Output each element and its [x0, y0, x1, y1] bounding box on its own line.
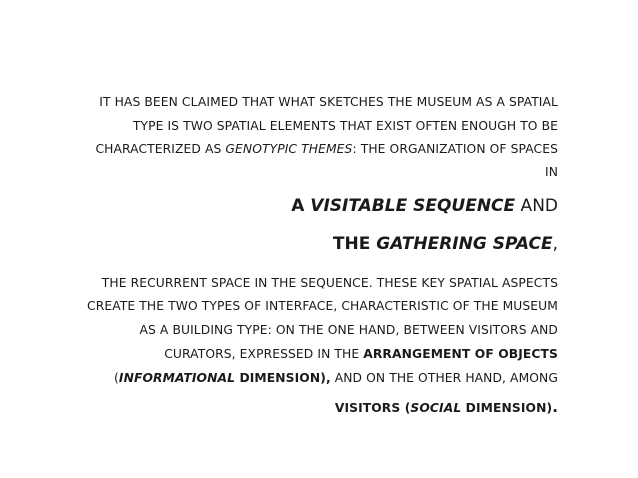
paragraph-2-line-2	[87, 298, 558, 314]
heading-visitable-sequence	[291, 195, 558, 217]
bold-dimension: DIMENSION)	[461, 401, 553, 415]
period: .	[552, 398, 558, 416]
text-run: AND ON THE OTHER HAND, AMONG	[330, 371, 558, 385]
emphasis-social: SOCIAL	[410, 401, 462, 415]
paragraph-2-line-1	[102, 275, 558, 291]
bold-dimension: DIMENSION),	[235, 371, 331, 385]
text-run: AS A BUILDING TYPE: ON THE ONE HAND, BETWEEN VISITORS AND	[139, 323, 558, 337]
paragraph-1-line-4	[545, 164, 558, 180]
text-run: IN	[544, 165, 558, 179]
paragraph-1-line-1	[99, 94, 558, 110]
text-run: : THE ORGANIZATION OF SPACES	[352, 142, 558, 156]
text-run: A	[291, 196, 311, 216]
emphasis-informational: INFORMATIONAL	[118, 371, 236, 385]
text-run: (	[114, 371, 119, 385]
text-run: AND	[515, 196, 558, 216]
text-run: IT HAS BEEN CLAIMED THAT WHAT SKETCHES THE MUSEUM AS A SPATIAL	[99, 95, 558, 109]
emphasis-genotypic-themes: GENOTYPIC THEMES	[225, 142, 353, 156]
paragraph-2-line-3	[140, 322, 559, 338]
paragraph-2-line-5	[114, 370, 558, 386]
paragraph-2-line-4	[164, 346, 558, 362]
emphasis-visitable-sequence: VISITABLE SEQUENCE	[310, 196, 516, 216]
paragraph-1-line-2	[133, 118, 558, 134]
heading-gathering-space	[333, 233, 558, 255]
text-run: CREATE THE TWO TYPES OF INTERFACE, CHARACTERISTIC OF THE MUSEUM	[87, 299, 558, 313]
emphasis-gathering-space: GATHERING SPACE	[376, 234, 553, 254]
text-run: THE	[332, 234, 377, 254]
paragraph-1-line-3	[95, 141, 558, 157]
bold-arrangement-of-objects: ARRANGEMENT OF OBJECTS	[363, 347, 558, 361]
text-run: CURATORS, EXPRESSED IN THE	[164, 347, 364, 361]
text-run: ,	[552, 234, 558, 254]
bold-visitors: VISITORS (	[334, 401, 411, 415]
paragraph-2-line-6	[335, 399, 558, 416]
text-run: THE RECURRENT SPACE IN THE SEQUENCE. THESE KEY SPATIAL ASPECTS	[101, 276, 558, 290]
text-run: CHARACTERIZED AS	[95, 142, 226, 156]
text-run: TYPE IS TWO SPATIAL ELEMENTS THAT EXIST OFTEN ENOUGH TO BE	[132, 119, 558, 133]
